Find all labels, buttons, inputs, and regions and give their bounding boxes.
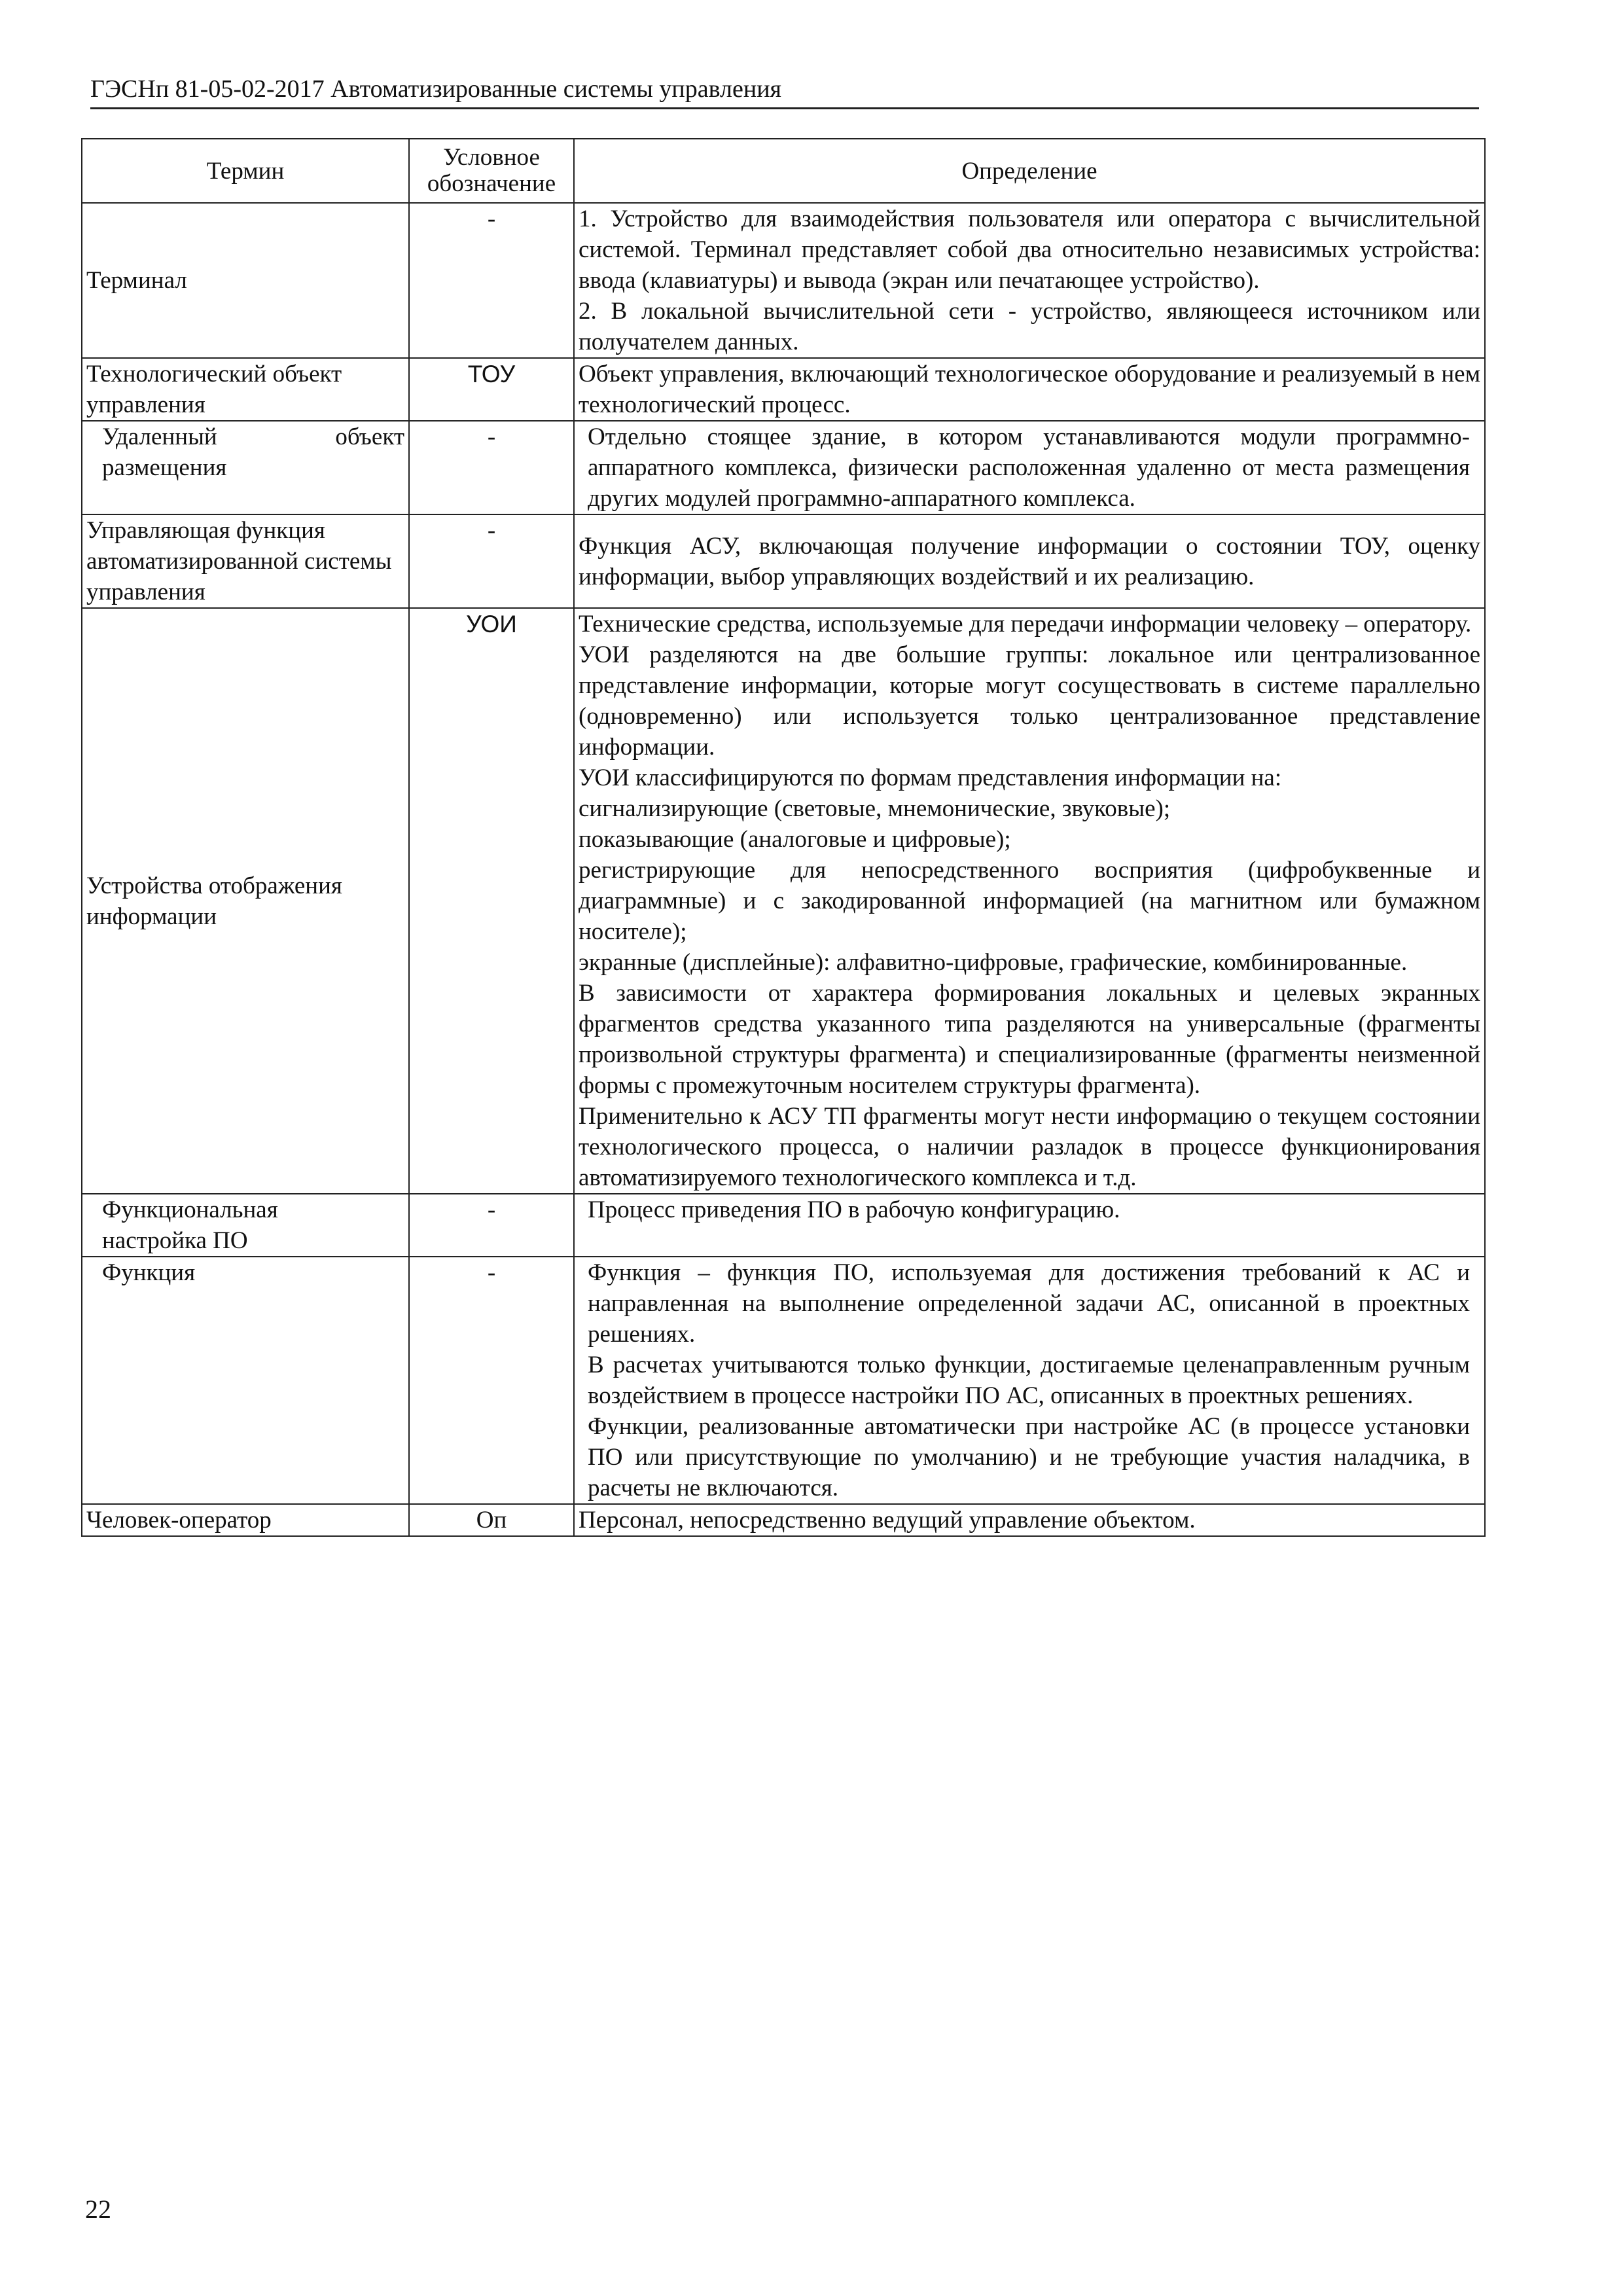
definition-paragraph: Объект управления, включающий технологическое оборудование и реализуемый в нем технологический процесс. [579, 361, 1480, 418]
term-cell: Устройства отображения информации [82, 608, 409, 1194]
definition-paragraph: Применительно к АСУ ТП фрагменты могут нести информацию о текущем состоянии технологического процесса, о наличии разладок в процессе функционирования автоматизируемого технологического комплекса и т.д. [579, 1103, 1480, 1191]
column-header-definition: Определение [574, 139, 1485, 203]
definition-cell [574, 1257, 1485, 1504]
definition-paragraph: 2. В локальной вычислительной сети - устройство, являющееся источником или получателем данных. [579, 298, 1480, 355]
page-number: 22 [85, 2195, 111, 2224]
term-cell: Терминал [82, 203, 409, 358]
definition-paragraph: регистрирующие для непосредственного восприятия (цифробуквенные и диаграммные) и с закодированной информацией (на магнитном или бумажном носителе); [579, 857, 1480, 945]
table-row [82, 1194, 1485, 1257]
definition-cell [574, 421, 1485, 514]
term-word: Удаленный [102, 423, 217, 450]
symbol-cell: ТОУ [409, 358, 574, 421]
term-cell [82, 421, 409, 514]
table-row [82, 421, 1485, 514]
terms-table [81, 138, 1486, 1537]
definition-paragraph: Функции, реализованные автоматически при настройке АС (в процессе установки ПО или присутствующие по умолчанию) и не требующие участия наладчика, в расчеты не включаются. [588, 1413, 1470, 1501]
term-word: объект [335, 423, 404, 450]
term-cell: Управляющая функция автоматизированной системы управления [82, 514, 409, 608]
definition-paragraph: показывающие (аналоговые и цифровые); [579, 826, 1011, 853]
symbol-cell: - [409, 203, 574, 358]
term-cell: Человек-оператор [82, 1504, 409, 1536]
symbol-cell: УОИ [409, 608, 574, 1194]
definition-paragraph: Технические средства, используемые для передачи информации человеку – оператору. [579, 611, 1472, 637]
definition-paragraph: Функция АСУ, включающая получение информации о состоянии ТОУ, оценку информации, выбор управляющих воздействий и их реализацию. [579, 532, 1480, 590]
definition-paragraph: В расчетах учитываются только функции, достигаемые целенаправленным ручным воздействием в процессе настройки ПО АС, описанных в проектных решениях. [588, 1352, 1470, 1409]
term-word: размещения [102, 454, 227, 481]
definition-cell [574, 608, 1485, 1194]
definition-paragraph: Процесс приведения ПО в рабочую конфигурацию. [588, 1196, 1120, 1223]
definition-paragraph: Отдельно стоящее здание, в котором устанавливаются модули программно-аппаратного комплекса, физически расположенная удаленно от места размещения других модулей программно-аппаратного комплекса. [588, 423, 1470, 512]
definition-paragraph: 1. Устройство для взаимодействия пользователя или оператора с вычислительной системой. Терминал представляет собой два относительно независимых устройства: ввода (клавиатуры) и вывода (экран или печатающее устройство). [579, 206, 1480, 294]
term-cell: Технологический объект управления [82, 358, 409, 421]
symbol-cell: - [409, 1194, 574, 1257]
column-header-term: Термин [82, 139, 409, 203]
term-cell: Функциональная настройка ПО [82, 1194, 409, 1257]
table-row [82, 203, 1485, 358]
header-rule [90, 107, 1479, 109]
table-row [82, 358, 1485, 421]
symbol-cell: - [409, 514, 574, 608]
table-row [82, 514, 1485, 608]
symbol-cell: - [409, 421, 574, 514]
definition-cell [574, 1194, 1485, 1257]
definition-paragraph: экранные (дисплейные): алфавитно-цифровые, графические, комбинированные. [579, 949, 1408, 976]
definition-cell [574, 203, 1485, 358]
definition-paragraph: В зависимости от характера формирования локальных и целевых экранных фрагментов средства указанного типа разделяются на универсальные (фрагменты произвольной структуры фрагмента) и специализированные (фрагменты неизменной формы с промежуточным носителем структуры фрагмента). [579, 980, 1480, 1099]
definition-paragraph: Функция – функция ПО, используемая для достижения требований к АС и направленная на выполнение определенной задачи АС, описанной в проектных решениях. [588, 1259, 1470, 1348]
symbol-cell: Оп [409, 1504, 574, 1536]
table-row [82, 1257, 1485, 1504]
definition-paragraph: УОИ классифицируются по формам представления информации на: [579, 764, 1282, 791]
definition-cell [574, 514, 1485, 608]
table-row [82, 1504, 1485, 1536]
definition-cell [574, 358, 1485, 421]
definition-paragraph: сигнализирующие (световые, мнемонические, звуковые); [579, 795, 1171, 822]
symbol-cell: - [409, 1257, 574, 1504]
column-header-symbol: Условное обозначение [409, 139, 574, 203]
term-cell: Функция [82, 1257, 409, 1504]
table-row [82, 608, 1485, 1194]
definition-paragraph: УОИ разделяются на две большие группы: локальное или централизованное представление информации, которые могут сосуществовать в системе параллельно (одновременно) или используется только централизованное представление информации. [579, 641, 1480, 761]
definition-cell [574, 1504, 1485, 1536]
definition-paragraph: Персонал, непосредственно ведущий управление объектом. [579, 1507, 1196, 1534]
table-header-row [82, 139, 1485, 203]
running-header: ГЭСНп 81-05-02-2017 Автоматизированные системы управления [90, 75, 782, 103]
